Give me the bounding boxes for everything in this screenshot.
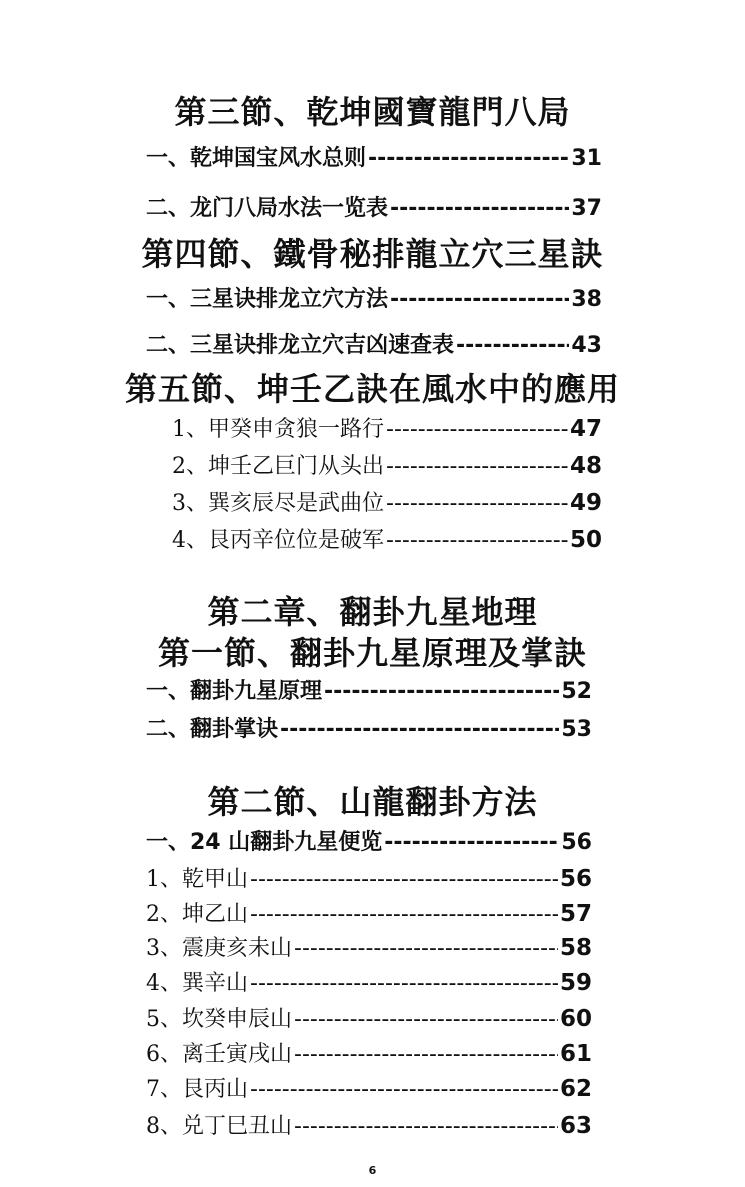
- toc-entry-label: 二、翻卦掌诀: [146, 717, 279, 742]
- chapter-2-heading: 第二章、翻卦九星地理: [207, 593, 538, 631]
- toc-leader: [250, 969, 558, 999]
- toc-leader: [386, 452, 568, 482]
- toc-leader: [384, 828, 559, 858]
- toc-entry-page: 49: [569, 490, 602, 516]
- toc-entry-label: 8、兑丁巳丑山: [146, 1114, 292, 1139]
- toc-entry-label: 4、巽辛山: [146, 971, 248, 996]
- toc-entry-label: 4、艮丙辛位位是破军: [172, 528, 384, 553]
- toc-leader: [386, 489, 568, 519]
- toc-entry-page: 31: [571, 146, 602, 171]
- toc-entry-label: 一、乾坤国宝风水总则: [146, 146, 367, 171]
- toc-leader: [294, 1005, 558, 1035]
- chapter-2-section-1-heading: 第一節、翻卦九星原理及掌訣: [157, 634, 587, 672]
- toc-entry[interactable]: [146, 677, 592, 707]
- toc-entry-page: 52: [561, 679, 592, 704]
- toc-leader: [294, 1040, 558, 1070]
- toc-entry[interactable]: [146, 1074, 592, 1105]
- toc-entry[interactable]: [146, 144, 602, 174]
- toc-entry[interactable]: [172, 414, 602, 445]
- toc-entry-page: 38: [571, 287, 602, 312]
- toc-entry-label: 5、坎癸申辰山: [146, 1007, 292, 1032]
- toc-entry-label: 二、龙门八局水法一览表: [146, 196, 389, 221]
- toc-entry-page: 43: [571, 333, 602, 358]
- toc-entry-page: 62: [559, 1076, 592, 1102]
- toc-leader: [250, 1075, 558, 1105]
- toc-leader: [390, 285, 569, 315]
- toc-leader: [250, 865, 558, 895]
- toc-entry[interactable]: [172, 525, 602, 556]
- toc-entry[interactable]: [172, 488, 602, 519]
- toc-entry-page: 50: [569, 527, 602, 553]
- toc-entry-page: 60: [559, 1006, 592, 1032]
- toc-entry[interactable]: [146, 1039, 592, 1070]
- toc-entry-page: 53: [561, 717, 592, 742]
- toc-entry-page: 57: [559, 901, 592, 927]
- toc-entry[interactable]: [146, 968, 592, 999]
- toc-entry-page: 58: [559, 935, 592, 961]
- toc-entry-page: 59: [559, 970, 592, 996]
- toc-entry-page: 37: [571, 196, 602, 221]
- toc-entry[interactable]: [146, 194, 602, 224]
- toc-entry-page: 56: [559, 866, 592, 892]
- section-3-heading: 第三節、乾坤國寶龍門八局: [174, 93, 571, 131]
- toc-entry[interactable]: [146, 285, 602, 315]
- toc-entry-page: 48: [569, 453, 602, 479]
- toc-entry-page: 47: [569, 416, 602, 442]
- toc-entry[interactable]: [146, 864, 592, 895]
- toc-entry-page: 56: [561, 830, 592, 855]
- toc-entry-label: 1、甲癸申贪狼一路行: [172, 417, 384, 442]
- toc-entry-page: 63: [559, 1113, 592, 1139]
- section-4-heading: 第四節、鐵骨秘排龍立穴三星訣: [141, 235, 604, 273]
- toc-entry-label: 6、离壬寅戌山: [146, 1042, 292, 1067]
- toc-leader: [294, 934, 558, 964]
- toc-entry-label: 7、艮丙山: [146, 1077, 248, 1102]
- toc-entry-label: 一、24 山翻卦九星便览: [146, 830, 383, 855]
- toc-entry[interactable]: [146, 1004, 592, 1035]
- toc-entry-label: 2、坤壬乙巨门从头出: [172, 454, 384, 479]
- toc-leader: [250, 900, 558, 930]
- toc-entry-label: 一、翻卦九星原理: [146, 679, 323, 704]
- toc-entry-label: 二、三星诀排龙立穴吉凶速查表: [146, 333, 455, 358]
- section-5-heading: 第五節、坤壬乙訣在風水中的應用: [124, 370, 620, 408]
- toc-leader: [386, 415, 568, 445]
- toc-entry[interactable]: [146, 828, 592, 858]
- chapter-2-section-2-heading: 第二節、山龍翻卦方法: [207, 783, 538, 821]
- toc-leader: [390, 194, 569, 224]
- toc-entry[interactable]: [146, 1111, 592, 1142]
- toc-entry[interactable]: [146, 715, 592, 745]
- toc-leader: [368, 144, 569, 174]
- toc-entry[interactable]: [146, 899, 592, 930]
- toc-leader: [386, 526, 568, 556]
- toc-entry-label: 3、巽亥辰尽是武曲位: [172, 491, 384, 516]
- toc-leader: [324, 677, 559, 707]
- toc-entry-page: 61: [559, 1041, 592, 1067]
- toc-leader: [456, 331, 569, 361]
- toc-entry-label: 一、三星诀排龙立穴方法: [146, 287, 389, 312]
- toc-entry[interactable]: [146, 331, 602, 361]
- toc-entry-label: 3、震庚亥未山: [146, 936, 292, 961]
- toc-entry[interactable]: [146, 933, 592, 964]
- page-number: 6: [368, 1164, 377, 1177]
- toc-entry[interactable]: [172, 451, 602, 482]
- toc-entry-label: 1、乾甲山: [146, 867, 248, 892]
- toc-leader: [294, 1112, 558, 1142]
- toc-leader: [280, 715, 559, 745]
- toc-entry-label: 2、坤乙山: [146, 902, 248, 927]
